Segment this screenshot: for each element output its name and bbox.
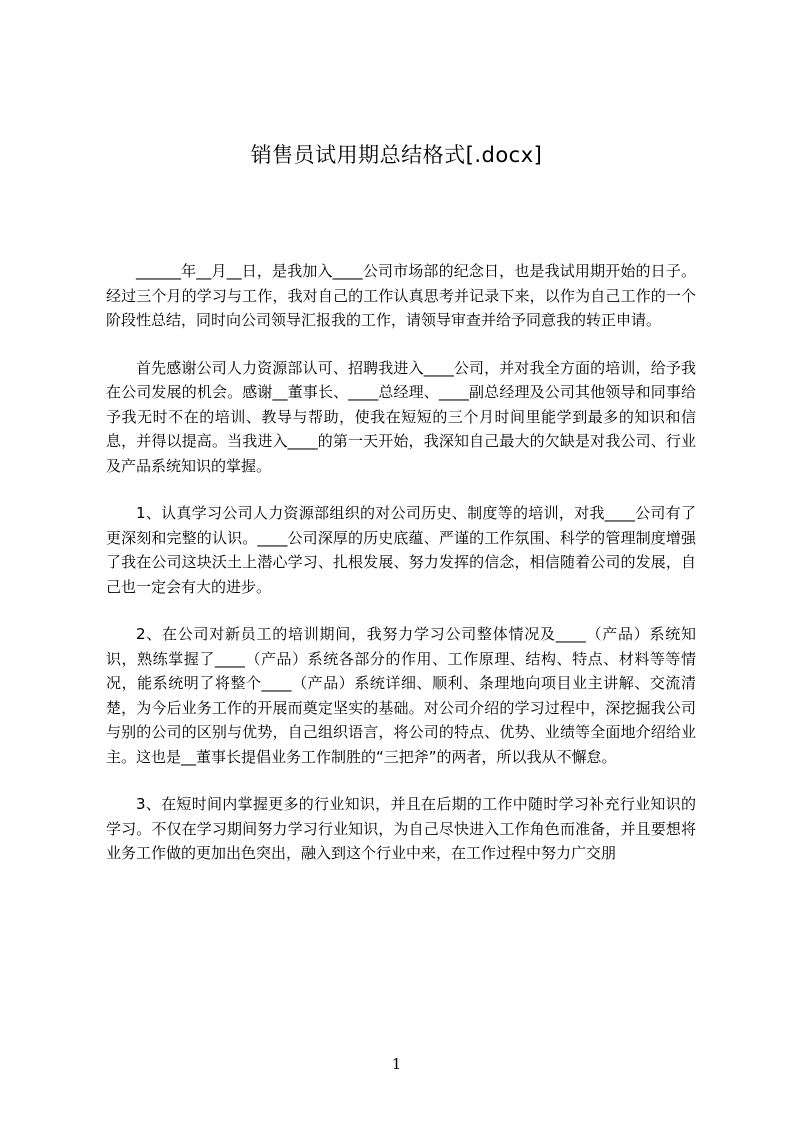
paragraph-thanks: 首先感谢公司人力资源部认可、招聘我进入____公司，并对我全方面的培训，给予我在公司发展的机会。感谢__董事长、____总经理、____副总经理及公司其他领导和同事给予我无时不在的培训、教导与帮助，使我在短短的三个月时间里能学到最多的知识和信息，并得以提高。当我进入____的第一天开始，我深知自己最大的欠缺是对我公司、行业及产品系统知识的掌握。 xyxy=(106,358,696,475)
paragraph-point-1: 1、认真学习公司人力资源部组织的对公司历史、制度等的培训，对我____公司有了更深刻和完整的认识。____公司深厚的历史底蕴、严谨的工作氛围、科学的管理制度增强了我在公司这块沃土上潜心学习、扎根发展、努力发挥的信念，相信随着公司的发展，自己也一定会有大的进步。 xyxy=(106,504,696,596)
document-body xyxy=(106,259,696,889)
paragraph-intro: ______年__月__日，是我加入____公司市场部的纪念日，也是我试用期开始的日子。经过三个月的学习与工作，我对自己的工作认真思考并记录下来，以作为自己工作的一个阶段性总结，同时向公司领导汇报我的工作，请领导审查并给予同意我的转正申请。 xyxy=(106,262,696,329)
paragraph-point-2: 2、在公司对新员工的培训期间，我努力学习公司整体情况及____（产品）系统知识，熟练掌握了____（产品）系统各部分的作用、工作原理、结构、特点、材料等等情况，能系统明了将整个____（产品）系统详细、顺利、条理地向项目业主讲解、交流清楚，为今后业务工作的开展而奠定坚实的基础。对公司介绍的学习过程中，深挖掘我公司与别的公司的区别与优势，自己组织语言，将公司的特点、优势、业绩等全面地介绍给业主。这也是__董事长提倡业务工作制胜的“三把斧”的两者，所以我从不懈怠。 xyxy=(106,625,696,766)
paragraph-point-3: 3、在短时间内掌握更多的行业知识，并且在后期的工作中随时学习补充行业知识的学习。不仅在学习期间努力学习行业知识，为自己尽快进入工作角色而准备，并且要想将业务工作做的更加出色突出，融入到这个行业中来，在工作过程中努力广交朋 xyxy=(106,795,696,862)
document-title: 销售员试用期总结格式[.docx] xyxy=(250,143,543,167)
page-number: 1 xyxy=(391,1055,402,1073)
